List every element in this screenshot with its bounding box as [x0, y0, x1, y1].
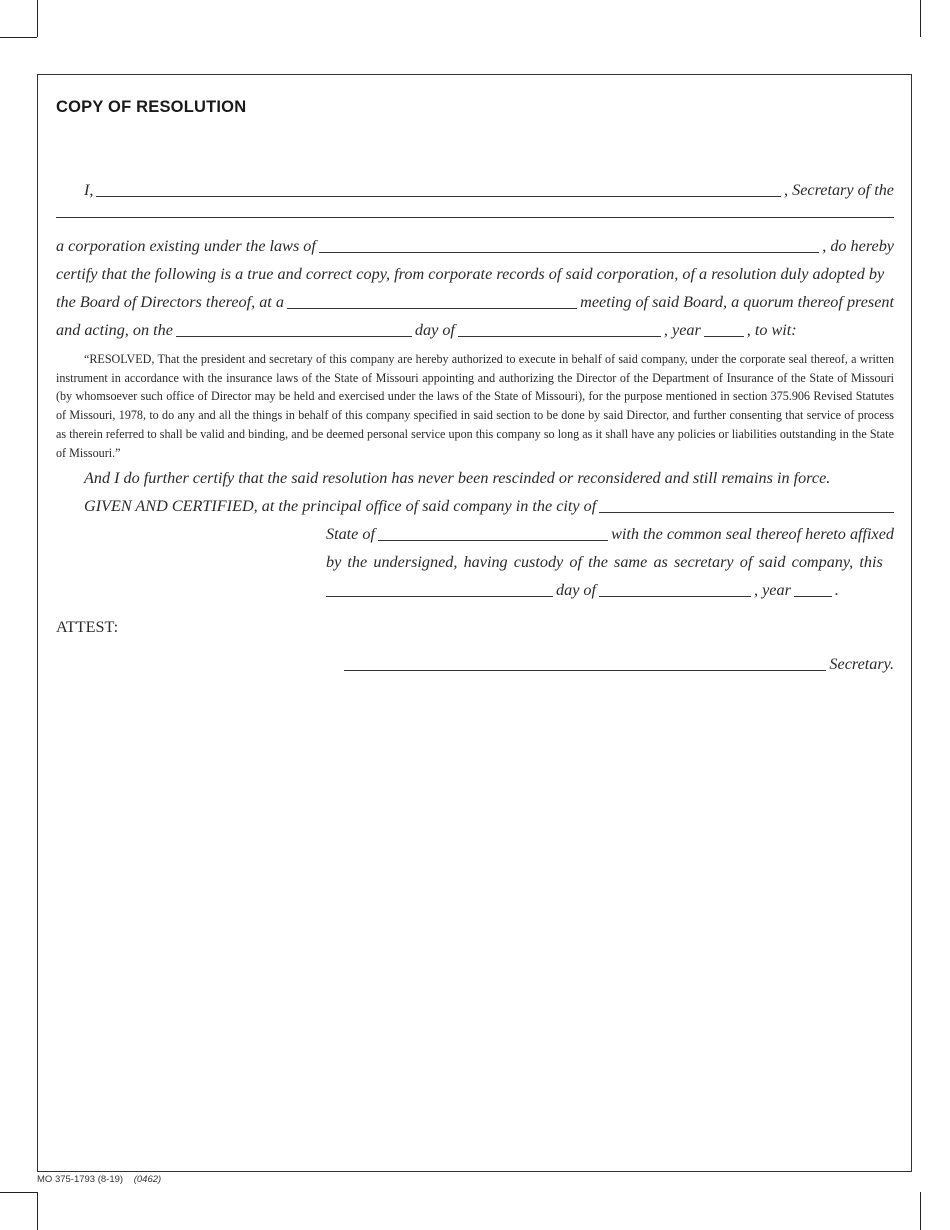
undersigned-text: by the undersigned, having custody of the same as secretary of said company, this: [326, 553, 883, 571]
given-text: GIVEN AND CERTIFIED, at the principal office of said company in the city of: [84, 497, 597, 515]
certify-year-field[interactable]: [794, 582, 832, 597]
certify-month-field[interactable]: [599, 582, 751, 597]
line-secretary-name: [56, 180, 894, 200]
line-secretary-signature: [344, 654, 894, 674]
final-year: , year: [754, 581, 791, 599]
form-code: (0462): [133, 1174, 162, 1185]
line-board: [56, 292, 894, 312]
line4-text: certify that the following is a true and correct copy, from corporate records of said corporation, of a resolution duly adopted by: [56, 265, 885, 283]
crop-mark: [920, 0, 921, 37]
corporation-name-field[interactable]: [56, 203, 894, 218]
line6-year: , year: [663, 321, 701, 339]
form-title: COPY OF RESOLUTION: [56, 98, 247, 116]
laws-of-state-field[interactable]: [319, 238, 819, 253]
line-final-date: [326, 580, 894, 600]
line-laws-of: [56, 236, 894, 256]
city-field[interactable]: [599, 498, 894, 513]
form-number: MO 375-1793 (8-19): [37, 1174, 124, 1185]
meeting-day-field[interactable]: [176, 322, 412, 337]
crop-mark: [37, 1192, 38, 1230]
line1-start: I,: [84, 181, 94, 199]
final-period: .: [834, 581, 839, 599]
crop-mark: [0, 1192, 37, 1193]
crop-mark: [37, 0, 38, 37]
state-end: with the common seal thereof hereto affixed: [611, 525, 894, 543]
line-certify: [56, 264, 894, 284]
line6-to-wit: , to wit:: [746, 321, 797, 339]
line3-end: , do hereby: [822, 237, 894, 255]
line-given-certified: [56, 496, 894, 516]
secretary-signature-field[interactable]: [344, 656, 826, 671]
meeting-month-field[interactable]: [458, 322, 661, 337]
line-further-certify: [56, 468, 894, 488]
secretary-name-field[interactable]: [96, 182, 781, 197]
secretary-label: Secretary.: [829, 655, 894, 673]
line1-end: , Secretary of the: [784, 181, 894, 199]
resolution-text: “RESOLVED, That the president and secretary of this company are hereby authorized to execute in behalf of said company, under the corporate seal thereof, a written instrument in accordance with the insurance laws of the State of Missouri appointing and authorizing the Director of the Department of Insurance of the State of Missouri (by whomsoever such office of Director may be held and exercised under the laws of the State of Missouri), for the purpose mentioned in section 375.906 Revised Statutes of Missouri, 1978, to do any and all the things in behalf of this company specified in said section to be done by said Director, and further consenting that service of process as therein referred to shall be valid and binding, and be deemed personal service upon this company so long as it shall have any policies or liabilities outstanding in the State of Missouri.”: [56, 352, 894, 460]
attest-label: ATTEST:: [56, 618, 119, 636]
meeting-year-field[interactable]: [704, 322, 744, 337]
crop-mark: [920, 1192, 921, 1230]
line6-day-of: day of: [414, 321, 455, 339]
state-field[interactable]: [378, 526, 608, 541]
line5-end: meeting of said Board, a quorum thereof present: [580, 293, 894, 311]
final-day-of: day of: [556, 581, 597, 599]
meeting-type-field[interactable]: [287, 294, 577, 309]
line-state-of: [326, 524, 894, 544]
line5-start: the Board of Directors thereof, at a: [56, 293, 284, 311]
line-undersigned: [326, 552, 894, 572]
state-start: State of: [326, 525, 376, 543]
crop-mark: [0, 37, 37, 38]
certify-day-field[interactable]: [326, 582, 553, 597]
line3-start: a corporation existing under the laws of: [56, 237, 316, 255]
line6-start: and acting, on the: [56, 321, 173, 339]
line-acting-date: [56, 320, 894, 340]
further-certify-text: And I do further certify that the said resolution has never been rescinded or reconsidered and still remains in force.: [84, 469, 831, 487]
form-footer: [37, 1174, 161, 1185]
line-corporation-name: [56, 203, 894, 221]
